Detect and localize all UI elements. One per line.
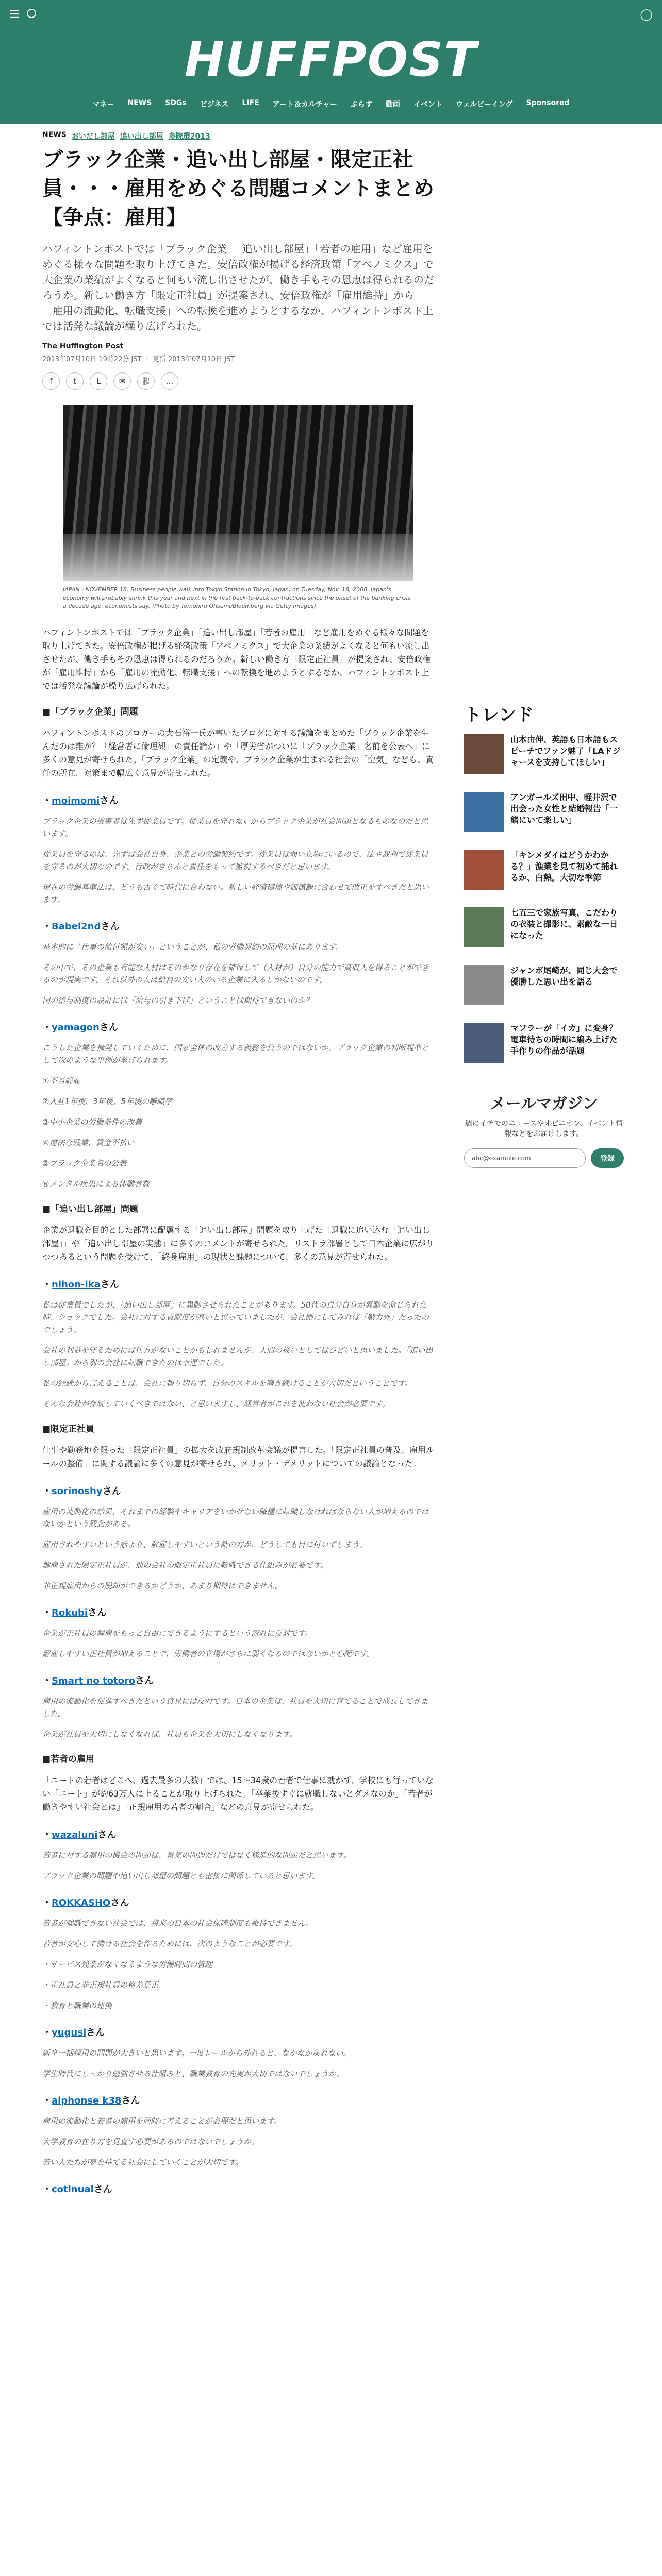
- nav-item[interactable]: NEWS: [127, 99, 152, 107]
- article-deck: ハフィントンポストでは「ブラック企業」「追い出し部屋」「若者の雇用」など雇用をめぐる様々な問題を取り上げてきた。安倍政権が掲げる経済政策「アベノミクス」で大企業の業績がよくなると何もい流し出させたが、働き手もその恩恵は得られるのだろうか。新しい働き方「限定正社員」が提案され、安倍政権が「雇用維持」から「雇用の流動化、転職支援」への転換を進めようとするなか、ハフィントンポスト上では活発な議論が繰り広げられた。: [42, 243, 434, 332]
- commenter-name: ・alphonse k38さん: [42, 2095, 140, 2106]
- comment-text: ブラック企業の被害者は先ず従業員です。従業員を守れないからブラック企業が社会問題となるものなのだと思います。: [42, 817, 428, 838]
- comment-text: ②入社1年後、3年後、5年後の離職率: [42, 1097, 173, 1106]
- section-heading: ■「ブラック企業」問題: [42, 707, 138, 717]
- trend-item[interactable]: [464, 792, 624, 839]
- comment-block: [42, 1042, 434, 1190]
- trend-thumbnail: [464, 734, 504, 774]
- commenter-name: ・yamagonさん: [42, 1022, 118, 1033]
- nav-item[interactable]: マネー: [92, 100, 114, 109]
- comment-text: そんな会社が存続していくべきではない、と思いますし、経営者がこれを使わない社会が必要です。: [42, 1399, 390, 1409]
- comment-block: [42, 941, 434, 1007]
- comment-text: 若い人たちが夢を持てる社会にしていくことが大切です。: [42, 2158, 243, 2167]
- intro-paragraph: ハフィントンポストでは「ブラック企業」「追い出し部屋」「若者の雇用」など雇用をめぐる様々な問題を取り上げてきた。安倍政権が掲げる経済政策「アベノミクス」で大企業の業績がよくなると何もい流し出させたが、働き手もその恩恵は得られるのだろうか。新しい働き方「限定正社員」が提案され、安倍政権が「雇用維持」から「雇用の流動化、転職支援」への転換を進めようとするなか、ハフィントンポスト上では活発な議論が繰り広げられた。: [42, 628, 431, 691]
- comment-text: ⑥メンタル疾患による休職者数: [42, 1179, 150, 1189]
- trend-thumbnail: [464, 965, 504, 1005]
- commenter-name: ・Babel2ndさん: [42, 921, 120, 932]
- commenter-name: ・sorinoshyさん: [42, 1486, 121, 1497]
- comment-text: その中で、その企業も有能な人材はそのかなり存在を確保して（人材が）自分の能力で高収入を得ることができるのが現実です。それ以外の人は給料の安い人のいる企業に入るしかないのです。: [42, 963, 429, 985]
- comment-block: [42, 1299, 434, 1410]
- nav-item[interactable]: LIFE: [242, 99, 259, 107]
- article-body: [42, 626, 434, 2195]
- comment-text: ・正社員と非正規社員の格差是正: [42, 1980, 159, 1990]
- comment-text: 学生時代にしっかり勉強させる仕組みと、職業教育の充実が大切ではないでしょうか。: [42, 2069, 344, 2078]
- comment-text: ブラック企業の問題や追い出し部屋の問題とも密接に関係していると思います。: [42, 1871, 320, 1880]
- trend-item[interactable]: [464, 1023, 624, 1070]
- section-text: 「ニートの若者はどこへ、過去最多の人数」では、15〜34歳の若者で仕事に就かず、学校にも行っていない「ニート」が約63万人に上ることが取り上げられた。「卒業後すぐに就職しないとダメなのか」「若者が働きやすい社会とは」「正規雇用の若者の割合」などの意見が寄せられた。: [42, 1775, 434, 1812]
- trend-thumbnail: [464, 907, 504, 947]
- section-text: 企業が退職を目的とした部署に配属する「追い出し部屋」問題を取り上げた「退職に追い込む「追い出し部屋」」や「追い出し部屋の実態」に多くのコメントが寄せられた。リストラ部署として日本企業に広がりつつあるという問題を受けて、「終身雇用」の現状と課題について、多くの意見が寄せられた。: [42, 1225, 434, 1262]
- comment-text: ・サービス残業がなくなるような労働時間の管理: [42, 1960, 213, 1969]
- comment-text: 若者が安心して働ける社会を作るためには、次のようなことが必要です。: [42, 1939, 297, 1948]
- comment-text: 新卒一括採用の問題が大きいと思います。一度レールから外れると、なかなか戻れない。: [42, 2048, 351, 2058]
- site-header: [0, 0, 662, 124]
- comment-text: 国の給与制度の設計には「給与の引き下げ」ということは期待できないのか？: [42, 996, 313, 1005]
- facebook-icon[interactable]: f: [42, 372, 60, 390]
- comment-text: 雇用の流動化の結果、それまでの経験やキャリアをいかせない職種に転職しなければならない人が増えるのではないかという懸念がある。: [42, 1507, 429, 1529]
- comment-block: [42, 2047, 434, 2080]
- nav-item[interactable]: 動画: [385, 100, 400, 109]
- mail-icon[interactable]: ✉: [113, 372, 131, 390]
- comment-block: [42, 2115, 434, 2168]
- article-title: ブラック企業・追い出し部屋・限定正社員・・・雇用をめぐる問題コメントまとめ【争点：雇用】: [42, 148, 434, 229]
- article: [42, 124, 434, 2204]
- nav-item[interactable]: イベント: [413, 100, 442, 109]
- section-heading: ■「追い出し部屋」問題: [42, 1204, 139, 1214]
- kicker-news[interactable]: NEWS: [42, 131, 67, 139]
- comment-block: [42, 1849, 434, 1882]
- trend-headline: 「キンメダイはどうかわかる？」漁業を見て初めて捕れるか、白熱。大切な季節: [510, 850, 618, 883]
- comment-text: ③中小企業の労働条件の改善: [42, 1117, 142, 1127]
- commenter-name: ・cotinualさん: [42, 2184, 112, 2195]
- comment-text: 私の経験から言えることは、会社に頼り切らず、自分のスキルを磨き続けることが大切だということです。: [42, 1379, 412, 1388]
- nav-item[interactable]: Sponsored: [526, 99, 570, 107]
- comment-text: 雇用の流動化を促進すべきだという意見には反対です。日本の企業は、社員を大切に育てることで成長してきました。: [42, 1697, 428, 1718]
- kicker-link[interactable]: 追い出し部屋: [120, 132, 163, 141]
- trend-headline: ジャンボ尾崎が、同じ大会で優勝した思い出を語る: [510, 965, 618, 987]
- link-icon[interactable]: ⛓: [137, 372, 155, 390]
- comment-text: 現在の労働基準法は、どうも古くて時代に合わない。新しい経済環境や価値観に合わせて改正をすべきだと思います。: [42, 883, 429, 904]
- section-text: ハフィントンポストのブロガーの大石裕一氏が書いたブログに対する議論をまとめた「ブラック企業を生んだのは誰か？「経営者に倫理観」の責任論か」や「厚労省がついに「ブラック企業」名前を公表へ」に多くの意見が寄せられた。「ブラック企業」の定義や、ブラック企業が生まれる社会の「空気」なども、責任の所在、対策まで幅広く意見が寄せられた。: [42, 728, 434, 778]
- twitter-icon[interactable]: t: [66, 372, 84, 390]
- share-bar: [42, 372, 434, 390]
- comment-text: 解雇された限定正社員が、他の会社の限定正社員に転職できる仕組みが必要です。: [42, 1561, 328, 1570]
- comment-text: 会社の利益を守るためには仕方がないことかもしれませんが、人間の扱いとしてはひどいと思いました。「追い出し部屋」から別の会社に転職できたのは幸運でした。: [42, 1346, 433, 1367]
- comment-block: [42, 1627, 434, 1660]
- comment-text: 私は従業員でしたが、「追い出し部屋」に異動させられたことがあります。50代の自分自身が異動を命じられた時、ショックでした。会社に対する貢献度が高いと思っていましたが、会社側にしてみれば「戦力外」だったのでしょう。: [42, 1300, 429, 1334]
- hero-photo: [63, 405, 413, 581]
- comment-block: [42, 815, 434, 906]
- commenter-name: ・moimomiさん: [42, 795, 119, 806]
- trend-headline: マフラーが「イカ」に変身？電車待ちの時間に編み上げた手作りの作品が話題: [510, 1023, 618, 1056]
- byline[interactable]: The Huffington Post: [42, 342, 124, 350]
- comment-block: [42, 1505, 434, 1592]
- newsletter-description: 週にイチでのニュースやオピニオン、イベント情報などをお届けします。: [465, 1120, 623, 1138]
- commenter-name: ・Rokubiさん: [42, 1607, 107, 1618]
- nav-item[interactable]: ぷらす: [350, 100, 372, 109]
- comment-text: ⑤ブラック企業名の公表: [42, 1159, 127, 1168]
- email-field[interactable]: abc@example.com: [464, 1148, 586, 1168]
- kicker: [42, 131, 434, 141]
- comment-text: 大学教育の在り方を見直す必要があるのではないでしょうか。: [42, 2137, 259, 2146]
- trend-item[interactable]: [464, 965, 624, 1012]
- comment-text: こうした企業を摘発していくために、国家全体の改善する義務を負うのではないか。ブラック企業の判断規準として次のような事例が挙げられます。: [42, 1043, 429, 1065]
- publish-dates: 2013年07月10日 19時22分 JST ｜ 更新 2013年07月10日 JST: [42, 355, 235, 363]
- comment-text: 従業員を守るのは、先ずは会社自身、企業との労働契約です。従業員は弱い立場にいるので、法や裁判で従業員を守るのが大切なのです。行政がきちんと責任をもって監視するべきだと思います。: [42, 850, 428, 871]
- trend-item[interactable]: [464, 850, 624, 897]
- section-text: 仕事や勤務地を限った「限定正社員」の拡大を政府規制改革会議が提言した。「限定正社員の普及、雇用ルールの整備」に関する議論に多くの意見が寄せられ、メリット・デメリットについての議論となった。: [42, 1445, 435, 1468]
- section-heading: ■若者の雇用: [42, 1754, 95, 1765]
- nav-item[interactable]: アート＆カルチャー: [272, 100, 337, 109]
- trend-item[interactable]: [464, 734, 624, 782]
- kicker-link[interactable]: 参院選2013: [168, 132, 210, 141]
- commenter-name: ・nihon-ikaさん: [42, 1279, 119, 1290]
- comment-text: ・教育と職業の連携: [42, 2001, 112, 2010]
- trend-list: [464, 734, 624, 1070]
- comment-text: ④違法な残業、賃金不払い: [42, 1138, 135, 1147]
- trend-thumbnail: [464, 850, 504, 890]
- kicker-link[interactable]: おいだし部屋: [71, 132, 115, 141]
- trend-thumbnail: [464, 792, 504, 832]
- comment-block: [42, 1917, 434, 2012]
- newsletter-title: メールマガジン: [490, 1095, 598, 1113]
- nav-item[interactable]: SDGs: [165, 99, 187, 107]
- nav-item[interactable]: ビジネス: [200, 100, 229, 109]
- comment-text: 解雇しやすい正社員が増えることで、労働者の立場がさらに弱くなるのではないかと心配です。: [42, 1649, 374, 1658]
- subscribe-button[interactable]: 登録: [591, 1148, 624, 1168]
- trend-thumbnail: [464, 1023, 504, 1063]
- newsletter-form: [464, 1148, 624, 1168]
- photo-caption: JAPAN - NOVEMBER 18: Business people walk into Tokyo Station in Tokyo, Japan, on Tuesday, Nov. 18, 2008. Japan's economy will probably shrink this year and next in the first back-to-back contractions since the onset of the banking crisis a decade ago, economists say. (Photo by Tomohiro Ohsumi/Bloomberg via Getty Images): [63, 586, 411, 609]
- trend-title: トレンド: [464, 705, 534, 725]
- line-icon[interactable]: L: [90, 372, 107, 390]
- commenter-name: ・wazaluniさん: [42, 1829, 117, 1840]
- menu-icon[interactable]: ☰: [9, 8, 20, 21]
- trend-item[interactable]: [464, 907, 624, 955]
- trend-headline: 山本由伸、英語も日本語もスピーチでファン魅了「LAドジャースを支持してほしい」: [510, 735, 621, 767]
- comment-block: [42, 1695, 434, 1740]
- comment-text: 非正規雇用からの脱却ができるかどうか、あまり期待はできません。: [42, 1581, 283, 1590]
- comment-text: ①不当解雇: [42, 1076, 80, 1086]
- comment-text: 基本的に「仕事の給付額が安い」ということが、私の労働契約の原理の基にあります。: [42, 942, 343, 952]
- site-logo[interactable]: HUFFPOST: [184, 32, 478, 87]
- commenter-name: ・Smart no totoroさん: [42, 1675, 154, 1686]
- comment-text: 雇用されやすいという話より、解雇しやすいという話の方が、どうしても目に付いてしまう。: [42, 1540, 368, 1549]
- comment-text: 若者に対する雇用の機会の問題は、景気の問題だけではなく構造的な問題だと思います。: [42, 1851, 351, 1860]
- main-nav: [0, 99, 662, 109]
- nav-item[interactable]: ウェルビーイング: [455, 100, 513, 109]
- trend-headline: 七五三で家族写真、こだわりの衣装と撮影に、素敵な一日になった: [510, 908, 618, 940]
- more-icon[interactable]: …: [161, 372, 178, 390]
- trend-headline: アンガールズ田中、軽井沢で出会った女性と結婚報告「一緒にいて楽しい」: [510, 792, 618, 825]
- comment-text: 企業が社員を大切にしなくなれば、社員も企業を大切にしなくなります。: [42, 1730, 297, 1739]
- section-heading: ■限定正社員: [42, 1424, 95, 1434]
- top-icons: [9, 8, 653, 21]
- commenter-name: ・ROKKASHOさん: [42, 1897, 129, 1908]
- comment-text: 雇用の流動化と若者の雇用を同時に考えることが必要だと思います。: [42, 2116, 282, 2126]
- comment-text: 企業が正社員の解雇をもっと自由にできるようにするという流れに反対です。: [42, 1629, 312, 1638]
- sidebar: [464, 701, 624, 1168]
- comment-text: 若者が就職できない社会では、将来の日本の社会保障制度も維持できません。: [42, 1919, 313, 1928]
- user-icon[interactable]: ◯: [640, 8, 653, 21]
- commenter-name: ・yugusiさん: [42, 2027, 105, 2038]
- search-icon[interactable]: [27, 8, 36, 21]
